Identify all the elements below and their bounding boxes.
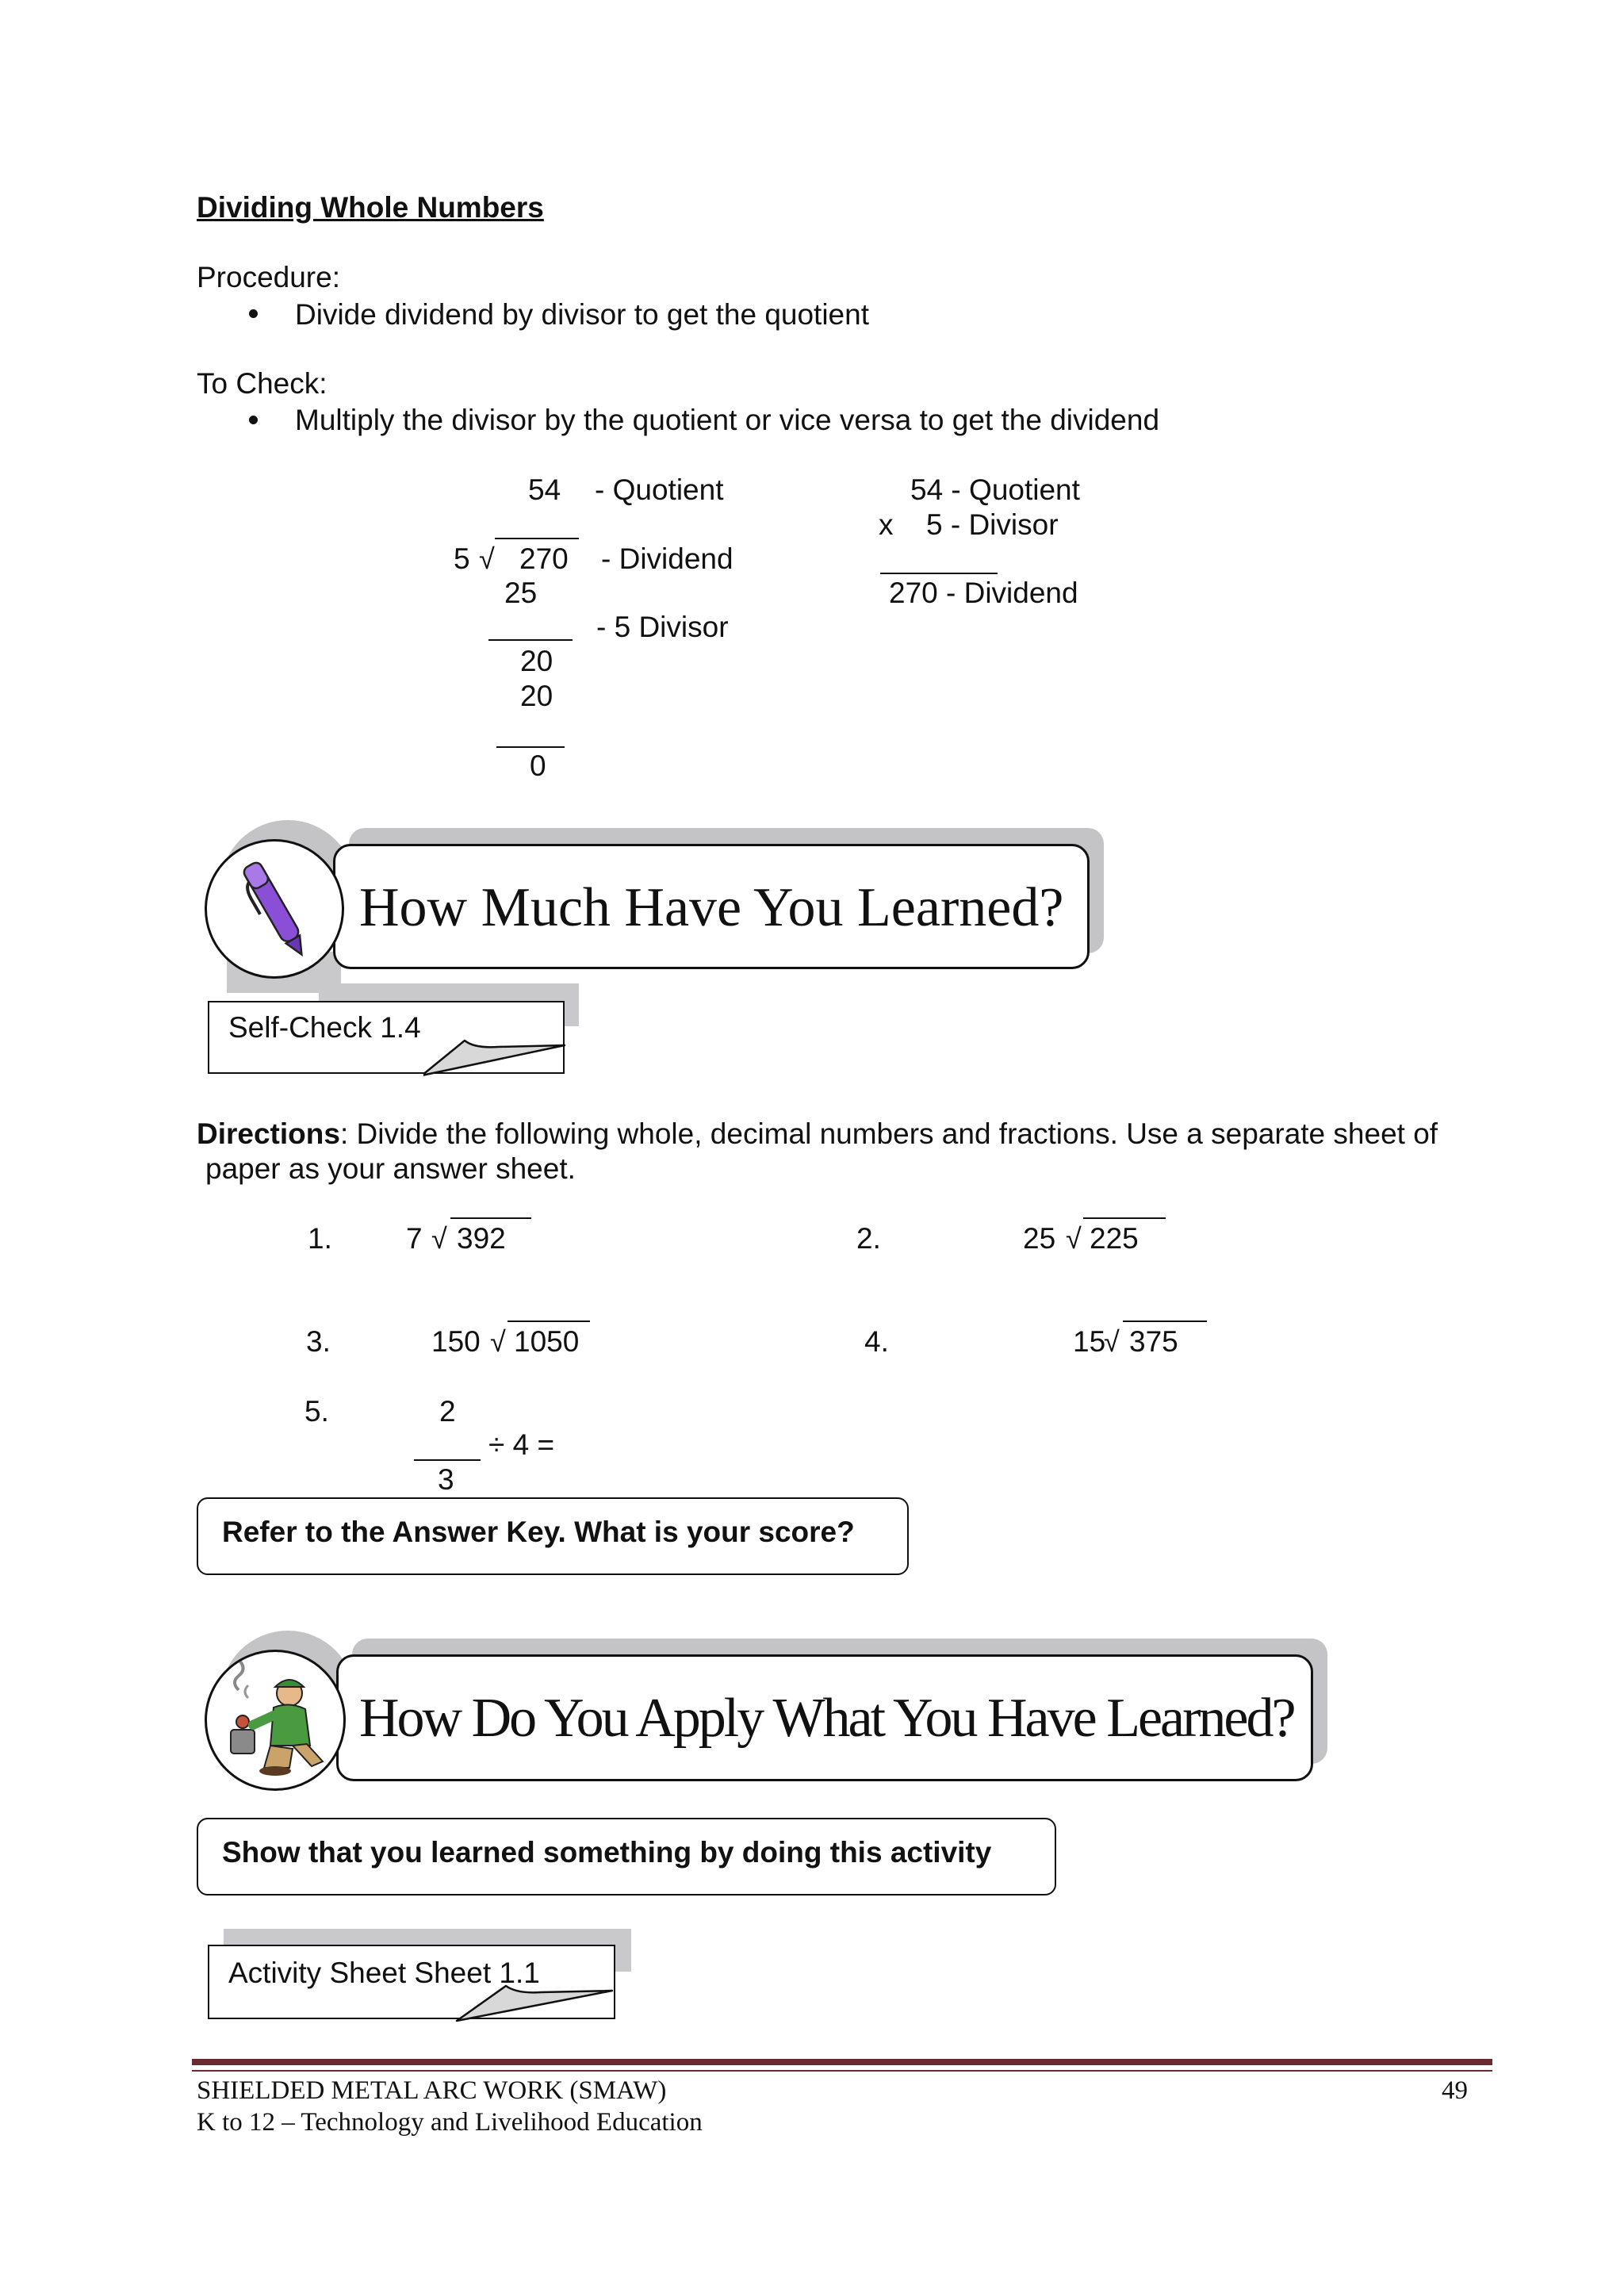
directions-line1 <box>197 1117 1438 1152</box>
ld-radical: √ <box>479 542 495 575</box>
banner-title: How Do You Apply What You Have Learned? <box>359 1688 1294 1749</box>
problem-dividend: 392 <box>457 1222 506 1255</box>
problem-number: 3. <box>306 1325 331 1358</box>
problem-dividend: 375 <box>1129 1325 1178 1358</box>
problem-number: 1. <box>308 1222 332 1255</box>
bullet-icon <box>249 416 258 424</box>
fraction-numerator: 2 <box>439 1395 456 1428</box>
procedure-bullet-text: Divide dividend by divisor to get the quotient <box>295 298 869 331</box>
fraction-operation: ÷ 4 = <box>488 1428 555 1461</box>
problem-divisor: 25 <box>1023 1222 1056 1255</box>
ld-divisor-label: - 5 Divisor <box>596 611 729 643</box>
page-curl-icon <box>454 1984 617 2022</box>
problem-dividend: 225 <box>1090 1222 1139 1255</box>
banner-box <box>333 844 1090 969</box>
problem-radical: √ <box>1104 1325 1120 1358</box>
footer-rule <box>192 2059 1492 2065</box>
ld-line <box>488 639 573 641</box>
cc-times: x <box>879 508 894 541</box>
ld-step3: 20 <box>520 680 553 712</box>
ld-divisor: 5 <box>454 542 470 575</box>
pen-icon <box>207 841 342 976</box>
ld-step1: 25 <box>504 577 538 609</box>
cc-line1: 54 - Quotient <box>910 473 1080 506</box>
problem-number: 5. <box>304 1395 329 1428</box>
activity-tag-label: Activity Sheet Sheet 1.1 <box>228 1957 540 1989</box>
ld-dividend: 270 <box>519 542 569 575</box>
activity-text: Show that you learned something by doing this activity <box>222 1836 992 1869</box>
pen-circle <box>205 839 344 979</box>
page-number: 49 <box>1442 2076 1468 2105</box>
problem-number: 2. <box>856 1222 881 1255</box>
footer-title: SHIELDED METAL ARC WORK (SMAW) <box>197 2076 667 2105</box>
cc-line <box>880 573 998 574</box>
ld-vinculum <box>495 538 579 539</box>
problem-vinculum <box>508 1320 590 1322</box>
problem-vinculum <box>1083 1217 1166 1219</box>
page-curl-icon <box>419 1039 569 1077</box>
footer-rule <box>192 2070 1492 2072</box>
problem-divisor: 15 <box>1073 1325 1106 1358</box>
fraction-bar <box>414 1459 481 1461</box>
footer-subtitle: K to 12 – Technology and Livelihood Education <box>197 2108 703 2137</box>
ld-line <box>496 746 565 748</box>
problem-number: 4. <box>864 1325 889 1358</box>
section-heading: Dividing Whole Numbers <box>197 191 544 224</box>
ld-quotient: 54 <box>528 473 561 506</box>
cc-line2: 5 - Divisor <box>926 508 1059 541</box>
worker-icon <box>207 1652 343 1788</box>
check-label: To Check: <box>197 367 327 400</box>
ld-dividend-label: - Dividend <box>601 542 733 575</box>
problem-vinculum <box>450 1217 531 1219</box>
directions-line2: paper as your answer sheet. <box>205 1152 576 1185</box>
problem-divisor: 7 <box>406 1222 423 1255</box>
answer-key-text: Refer to the Answer Key. What is your score? <box>222 1516 855 1548</box>
bullet-icon <box>249 309 258 318</box>
banner-box <box>336 1654 1313 1781</box>
banner-title: How Much Have You Learned? <box>359 877 1064 938</box>
fraction-denominator: 3 <box>438 1463 454 1496</box>
ld-quotient-label: - Quotient <box>595 473 724 506</box>
check-bullet-text: Multiply the divisor by the quotient or vice versa to get the dividend <box>295 404 1160 436</box>
problem-radical: √ <box>490 1325 506 1358</box>
procedure-label: Procedure: <box>197 261 340 293</box>
directions-label: Directions <box>197 1117 340 1150</box>
problem-radical: √ <box>1066 1222 1082 1255</box>
worker-circle <box>205 1650 346 1791</box>
directions-text: : Divide the following whole, decimal numbers and fractions. Use a separate sheet of <box>339 1117 1438 1150</box>
problem-radical: √ <box>431 1222 447 1255</box>
problem-divisor: 150 <box>431 1325 481 1358</box>
cc-result: 270 - Dividend <box>889 577 1078 609</box>
answer-key-box <box>197 1497 909 1575</box>
ld-step2: 20 <box>520 645 553 677</box>
ld-remainder: 0 <box>530 749 546 782</box>
selfcheck-label: Self-Check 1.4 <box>228 1011 421 1044</box>
problem-dividend: 1050 <box>514 1325 580 1358</box>
activity-box <box>197 1818 1056 1895</box>
problem-vinculum <box>1123 1320 1207 1322</box>
